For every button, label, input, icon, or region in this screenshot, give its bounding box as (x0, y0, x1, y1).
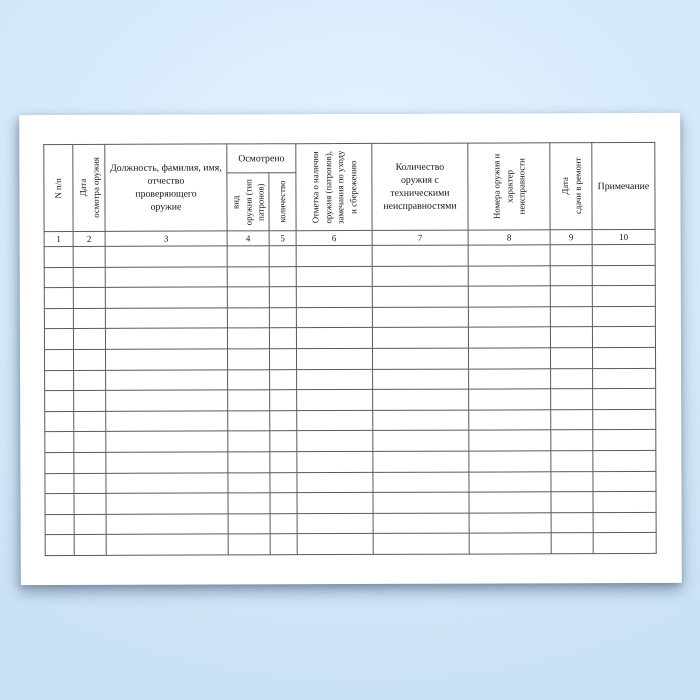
empty-cell (592, 327, 655, 348)
inspection-date-label: Дата осмотра оружия (77, 157, 101, 219)
empty-cell (227, 246, 269, 267)
empty-cell (270, 472, 297, 493)
empty-row (44, 244, 655, 267)
empty-cell (44, 308, 73, 329)
empty-cell (551, 409, 593, 430)
empty-cell (468, 307, 550, 328)
empty-cell (227, 349, 269, 370)
empty-cell (297, 513, 373, 534)
remarks-label: Примечание (597, 180, 650, 192)
empty-cell (373, 513, 469, 534)
empty-cell (228, 514, 270, 535)
empty-cell (73, 308, 105, 329)
empty-cell (296, 245, 372, 266)
empty-cell (551, 471, 593, 492)
empty-cell (550, 327, 592, 348)
empty-cell (73, 267, 105, 288)
empty-cell (228, 431, 270, 452)
empty-cell (44, 288, 73, 309)
column-number-cell: 10 (592, 229, 655, 244)
empty-cell (105, 287, 227, 308)
empty-cell (105, 328, 227, 349)
empty-cell (45, 370, 74, 391)
empty-cell (74, 452, 106, 473)
empty-cell (270, 410, 297, 431)
empty-cell (296, 348, 372, 369)
empty-cell (469, 368, 551, 389)
faulty-count-label: Количество оружия с техническими неисправностями (383, 161, 457, 212)
empty-cell (45, 391, 74, 412)
empty-cell (269, 287, 296, 308)
empty-row (44, 286, 655, 309)
column-number-cell: 8 (468, 230, 550, 245)
empty-cell (228, 534, 270, 555)
empty-cell (73, 349, 105, 370)
empty-cell (551, 389, 593, 410)
empty-cell (373, 430, 469, 451)
column-number-cell: 3 (105, 231, 227, 246)
inspector-name-label: Должность, фамилия, имя, отчество проверяющего оружие (110, 162, 222, 213)
empty-cell (45, 535, 74, 556)
header-cell-inspection-date (73, 144, 105, 231)
column-number-cell: 9 (550, 230, 592, 245)
empty-row (45, 368, 656, 391)
empty-row (45, 533, 656, 556)
empty-cell (296, 328, 372, 349)
header-cell-presence-note (296, 143, 372, 230)
empty-cell (469, 492, 551, 513)
empty-cell (469, 513, 551, 534)
empty-cell (269, 307, 296, 328)
empty-cell (372, 266, 468, 287)
empty-cell (44, 329, 73, 350)
empty-cell (469, 451, 551, 472)
empty-cell (297, 451, 373, 472)
empty-cell (74, 493, 106, 514)
empty-cell (593, 471, 656, 492)
empty-row (45, 347, 656, 370)
empty-cell (550, 245, 592, 266)
empty-cell (227, 308, 269, 329)
empty-cell (550, 348, 592, 369)
empty-cell (551, 533, 593, 554)
empty-cell (74, 391, 106, 412)
empty-cell (106, 411, 228, 432)
quantity-label: количество (277, 180, 288, 223)
empty-cell (106, 493, 228, 514)
empty-cell (297, 369, 373, 390)
empty-cell (296, 287, 372, 308)
inspected-group-label: Осмотрено (238, 152, 285, 165)
empty-cell (593, 368, 656, 389)
header-cell-weapon-kind (227, 173, 269, 231)
empty-cell (296, 266, 372, 287)
empty-row (45, 512, 656, 535)
empty-cell (228, 390, 270, 411)
empty-cell (592, 306, 655, 327)
weapons-inspection-table (43, 142, 656, 556)
empty-cell (593, 389, 656, 410)
empty-cell (372, 286, 468, 307)
empty-cell (468, 327, 550, 348)
empty-row (44, 265, 655, 288)
empty-cell (593, 409, 656, 430)
empty-cell (227, 287, 269, 308)
empty-row (45, 409, 656, 432)
empty-cell (45, 494, 74, 515)
empty-cell (227, 266, 269, 287)
empty-cell (228, 452, 270, 473)
empty-cell (45, 432, 74, 453)
serial-number-label: N п/п (53, 177, 64, 199)
empty-cell (550, 265, 592, 286)
empty-cell (74, 473, 106, 494)
empty-cell (269, 246, 296, 267)
empty-cell (592, 286, 655, 307)
column-number-cell: 5 (269, 231, 296, 246)
column-number-cell: 7 (372, 230, 468, 245)
empty-cell (468, 265, 550, 286)
empty-cell (551, 368, 593, 389)
header-cell-inspected-group (227, 144, 296, 174)
empty-cell (106, 534, 228, 555)
header-cell-inspector-name (105, 144, 227, 231)
empty-row (45, 389, 656, 412)
empty-cell (468, 245, 550, 266)
empty-cell (551, 512, 593, 533)
empty-cell (106, 369, 228, 390)
empty-cell (74, 370, 106, 391)
empty-row (45, 450, 656, 473)
empty-cell (373, 451, 469, 472)
empty-cell (228, 472, 270, 493)
empty-cell (469, 410, 551, 431)
empty-cell (105, 267, 227, 288)
empty-cell (373, 472, 469, 493)
header-cell-faulty-count (372, 143, 468, 230)
empty-cell (468, 348, 550, 369)
empty-row (45, 492, 656, 515)
header-cell-serial-number (44, 144, 73, 231)
empty-cell (550, 306, 592, 327)
empty-cell (551, 492, 593, 513)
empty-row (44, 306, 655, 329)
presence-note-label: Отметка о наличии оружия (патронов), замечания по уходу и сбережению (309, 150, 358, 224)
empty-cell (592, 244, 655, 265)
empty-cell (373, 533, 469, 554)
empty-cell (297, 390, 373, 411)
empty-cell (550, 286, 592, 307)
empty-cell (105, 246, 227, 267)
empty-cell (106, 472, 228, 493)
empty-cell (45, 514, 74, 535)
empty-cell (593, 450, 656, 471)
table-body (44, 244, 656, 555)
empty-cell (270, 534, 297, 555)
empty-cell (373, 410, 469, 431)
empty-cell (270, 390, 297, 411)
empty-cell (74, 432, 106, 453)
empty-cell (373, 389, 469, 410)
empty-cell (373, 492, 469, 513)
empty-cell (269, 328, 296, 349)
empty-cell (593, 492, 656, 513)
empty-cell (106, 390, 228, 411)
empty-cell (45, 473, 74, 494)
empty-cell (270, 369, 297, 390)
empty-cell (45, 452, 74, 473)
empty-cell (228, 411, 270, 432)
empty-cell (105, 349, 227, 370)
weapon-numbers-label: Номера оружия и характер неисправности (490, 153, 527, 220)
empty-cell (469, 430, 551, 451)
empty-cell (373, 369, 469, 390)
empty-cell (228, 369, 270, 390)
empty-cell (73, 246, 105, 267)
empty-cell (106, 452, 228, 473)
column-number-cell: 2 (73, 231, 105, 246)
empty-cell (269, 266, 296, 287)
empty-cell (73, 288, 105, 309)
empty-row (45, 430, 656, 453)
empty-cell (592, 265, 655, 286)
empty-cell (44, 246, 73, 267)
table-header (44, 142, 655, 246)
empty-cell (593, 512, 656, 533)
empty-cell (106, 431, 228, 452)
empty-cell (270, 513, 297, 534)
empty-row (44, 327, 655, 350)
empty-cell (45, 411, 74, 432)
empty-cell (551, 451, 593, 472)
empty-cell (74, 514, 106, 535)
empty-cell (469, 471, 551, 492)
empty-cell (270, 431, 297, 452)
header-cell-weapon-numbers (468, 143, 550, 230)
empty-cell (551, 430, 593, 451)
empty-cell (105, 308, 227, 329)
empty-cell (106, 514, 228, 535)
document-page (19, 113, 682, 585)
empty-cell (45, 349, 74, 370)
weapon-kind-label: вид оружия (тип патронов) (230, 178, 266, 226)
empty-cell (297, 472, 373, 493)
column-number-cell: 1 (44, 231, 73, 246)
column-number-cell: 4 (227, 231, 269, 246)
empty-cell (469, 389, 551, 410)
header-cell-quantity (269, 173, 296, 231)
empty-cell (468, 286, 550, 307)
header-cell-remarks (592, 142, 655, 229)
empty-cell (593, 533, 656, 554)
empty-cell (270, 493, 297, 514)
column-number-cell: 6 (296, 230, 372, 245)
empty-cell (372, 307, 468, 328)
empty-cell (269, 349, 296, 370)
empty-row (45, 471, 656, 494)
empty-cell (227, 328, 269, 349)
empty-cell (593, 430, 656, 451)
empty-cell (297, 410, 373, 431)
empty-cell (74, 411, 106, 432)
empty-cell (297, 534, 373, 555)
empty-cell (592, 347, 655, 368)
empty-cell (296, 307, 372, 328)
empty-cell (297, 493, 373, 514)
empty-cell (74, 535, 106, 556)
header-cell-repair-date (550, 143, 592, 230)
empty-cell (372, 245, 468, 266)
empty-cell (297, 431, 373, 452)
repair-date-label: Дата сдачи в ремонт (559, 157, 583, 215)
empty-cell (372, 348, 468, 369)
empty-cell (372, 327, 468, 348)
empty-cell (44, 267, 73, 288)
empty-cell (469, 533, 551, 554)
empty-cell (73, 329, 105, 350)
empty-cell (270, 452, 297, 473)
empty-cell (228, 493, 270, 514)
